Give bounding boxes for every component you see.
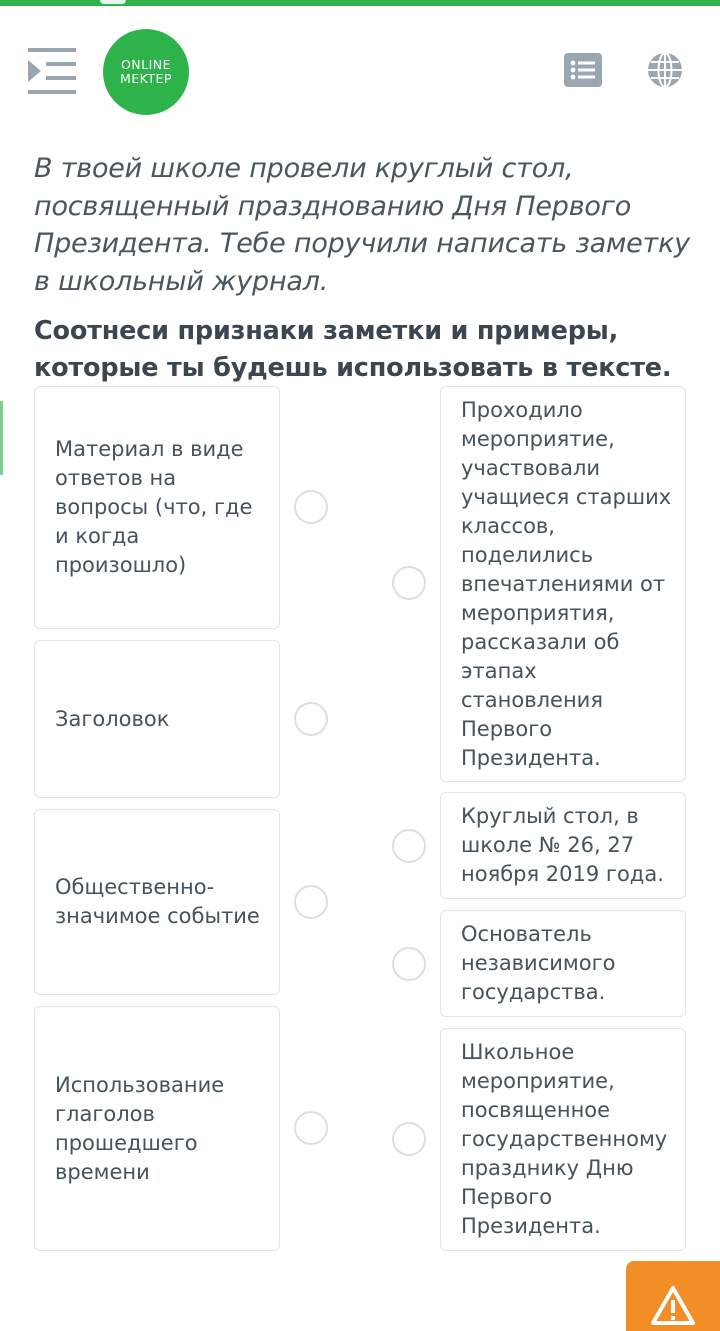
right-match-item-1[interactable] [440,386,686,782]
online-mektep-logo[interactable] [103,29,189,115]
left-match-item-3[interactable] [34,809,280,995]
left-match-item-1[interactable] [34,386,280,629]
right-match-item-3[interactable] [440,910,686,1017]
top-bar-knob [100,0,126,4]
left-connector-4[interactable] [294,1111,328,1145]
question-task: Соотнеси признаки заметки и примеры, которые ты будешь использовать в тексте. [34,316,672,383]
question-instruction: В твоей школе провели круглый стол, посвященный празднованию Дня Первого Президента. Тебе поручили написать заметку в школьный журнал. [34,153,690,297]
logo-text-line2: MEKTEP [120,71,172,86]
warning-icon [650,1285,696,1325]
report-problem-button[interactable] [626,1261,720,1331]
right-item-text: Круглый стол, в школе № 26, 27 ноября 2019 года. [461,804,664,886]
left-connector-3[interactable] [294,885,328,919]
right-connector-2[interactable] [392,829,426,863]
left-item-text: Материал в виде ответов на вопросы (что, где и когда произошло) [55,437,253,577]
right-match-item-4[interactable] [440,1028,686,1251]
left-item-text: Использование глаголов прошедшего времени [55,1072,225,1184]
left-connector-1[interactable] [294,490,328,524]
right-item-text: Проходило мероприятие, участвовали учащиеся старших классов, поделились впечатлениями от мероприятия, рассказали об этапах становления Первого Президента. [461,397,672,770]
right-match-item-2[interactable] [440,792,686,899]
globe-icon[interactable] [646,51,684,89]
left-match-item-4[interactable] [34,1006,280,1251]
top-accent-bar [0,0,720,6]
right-connector-3[interactable] [392,947,426,981]
left-item-text: Общественно-значимое событие [55,875,260,928]
side-tab-indicator [0,401,3,475]
left-item-text: Заголовок [55,706,170,731]
right-item-text: Основатель независимого государства. [461,922,616,1004]
right-connector-1[interactable] [392,566,426,600]
menu-toggle-icon[interactable] [28,48,76,94]
logo-text-line1: ONLINE [120,57,172,72]
right-connector-4[interactable] [392,1122,426,1156]
left-match-item-2[interactable] [34,640,280,798]
right-item-text: Школьное мероприятие, посвященное государственному празднику Дню Первого Президента. [461,1040,668,1238]
left-connector-2[interactable] [294,702,328,736]
list-icon[interactable] [564,53,602,87]
